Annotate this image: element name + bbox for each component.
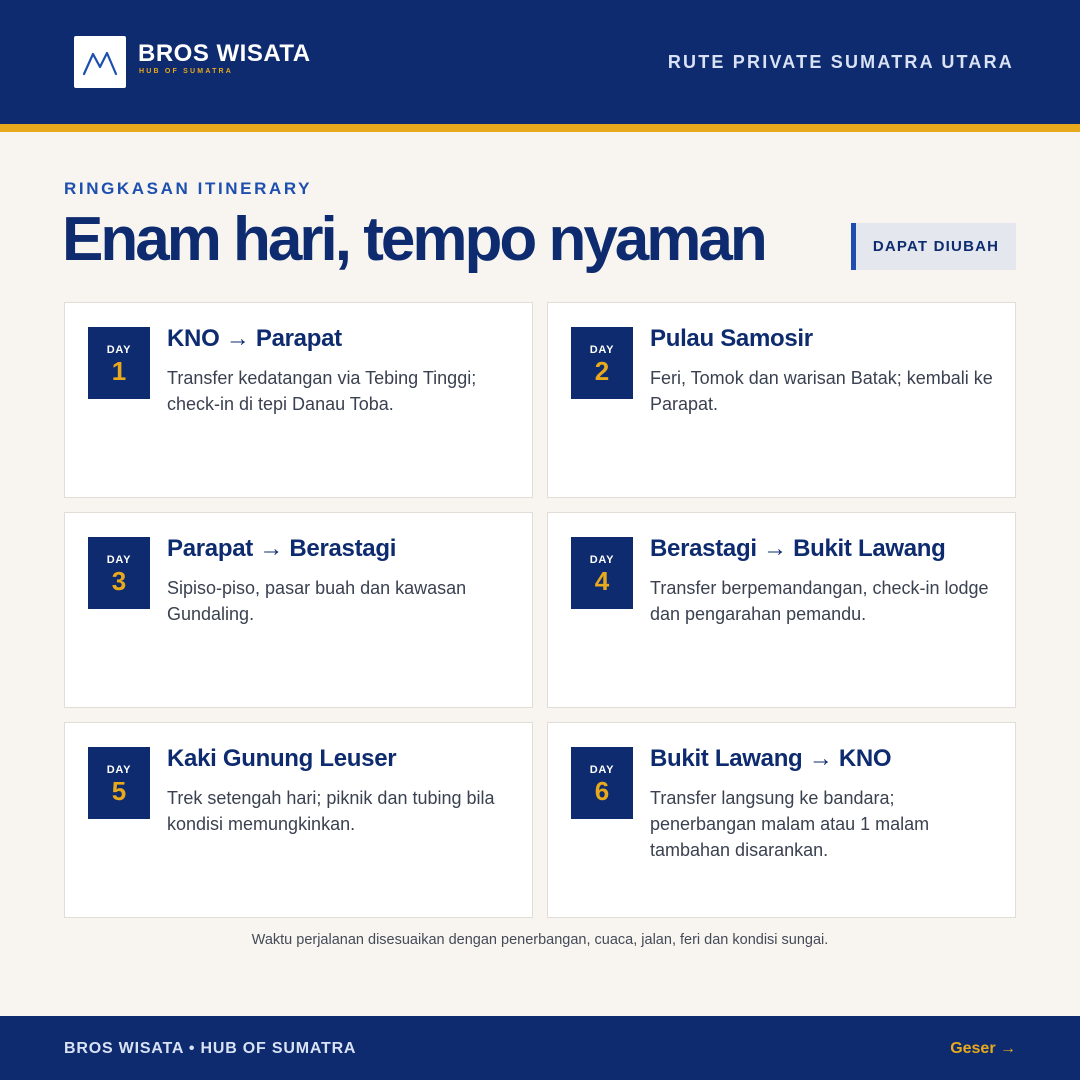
day-description: Transfer langsung ke bandara; penerbangan malam atau 1 malam tambahan disarankan. — [650, 788, 930, 860]
day-title: Parapat → Berastagi — [167, 535, 397, 562]
day-badge — [571, 747, 633, 819]
day-description: Transfer berpemandangan, check-in lodge dan pengarahan pemandu. — [650, 578, 989, 624]
day-label: DAY — [589, 764, 615, 776]
day-title: Pulau Samosir — [650, 325, 813, 352]
day-number: 1 — [111, 356, 127, 386]
day-label: DAY — [106, 344, 132, 356]
day-number: 5 — [111, 776, 127, 806]
page-title: Enam hari, tempo nyaman — [62, 205, 765, 274]
day-label: DAY — [589, 344, 615, 356]
day-number: 4 — [594, 566, 610, 596]
header-accent-stripe — [0, 124, 1080, 132]
day-card[interactable] — [64, 302, 533, 498]
brand-logo[interactable] — [74, 36, 126, 88]
status-badge: DAPAT DIUBAH — [851, 223, 1016, 270]
day-badge — [88, 747, 150, 819]
day-title: Berastagi → Bukit Lawang — [650, 535, 946, 562]
day-card[interactable] — [547, 512, 1016, 708]
day-badge — [571, 537, 633, 609]
day-number: 3 — [111, 566, 127, 596]
day-description: Transfer kedatangan via Tebing Tinggi; check-in di tepi Danau Toba. — [167, 368, 477, 414]
day-badge — [571, 327, 633, 399]
footer-bar — [0, 1016, 1080, 1080]
day-label: DAY — [106, 554, 132, 566]
day-label: DAY — [106, 764, 132, 776]
day-description: Trek setengah hari; piknik dan tubing bila kondisi memungkinkan. — [167, 788, 495, 834]
day-description: Feri, Tomok dan warisan Batak; kembali ke Parapat. — [650, 368, 993, 414]
mountain-icon — [81, 46, 119, 78]
day-title: KNO → Parapat — [167, 325, 342, 352]
header-bar — [0, 0, 1080, 124]
footnote: Waktu perjalanan disesuaikan dengan penerbangan, cuaca, jalan, feri dan kondisi sungai. — [251, 932, 829, 948]
day-title: Bukit Lawang → KNO — [650, 745, 892, 772]
day-number: 2 — [594, 356, 610, 386]
brand-tagline: HUB OF SUMATRA — [139, 68, 234, 75]
day-description: Sipiso-piso, pasar buah dan kawasan Gundaling. — [167, 578, 467, 624]
day-card[interactable] — [64, 512, 533, 708]
day-card[interactable] — [547, 722, 1016, 918]
day-number: 6 — [594, 776, 610, 806]
day-card[interactable] — [547, 302, 1016, 498]
route-title: RUTE PRIVATE SUMATRA UTARA — [667, 52, 1014, 72]
footer-brand: BROS WISATA • HUB OF SUMATRA — [64, 1040, 357, 1057]
brand-name: BROS WISATA — [138, 40, 311, 67]
day-badge — [88, 537, 150, 609]
swipe-next-link[interactable]: Geser → — [950, 1040, 1016, 1057]
day-title: Kaki Gunung Leuser — [167, 745, 397, 772]
day-label: DAY — [589, 554, 615, 566]
day-card[interactable] — [64, 722, 533, 918]
section-eyebrow: RINGKASAN ITINERARY — [64, 179, 313, 198]
day-badge — [88, 327, 150, 399]
